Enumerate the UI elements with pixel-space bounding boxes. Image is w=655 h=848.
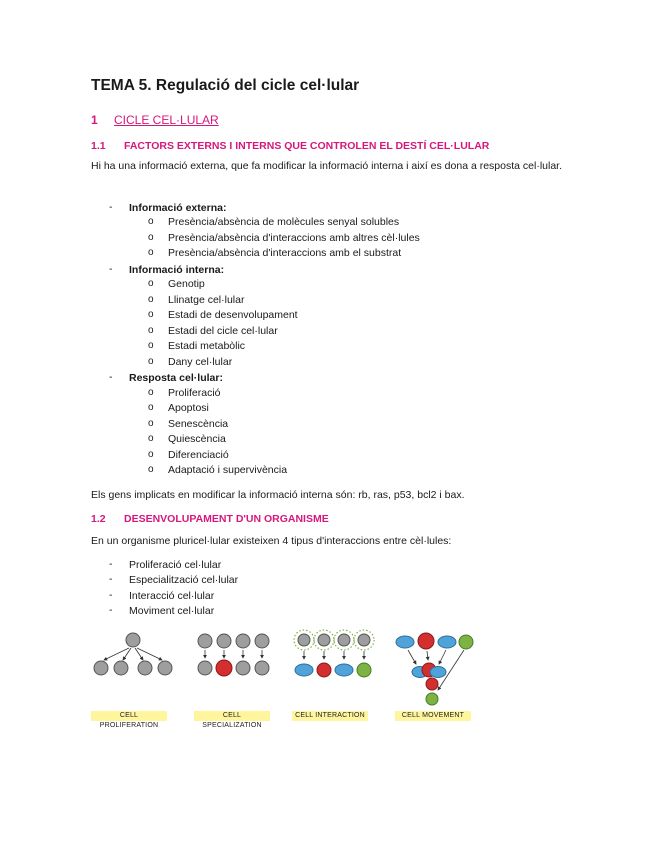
list-item: Presència/absència d'interaccions amb altres cèl·lules xyxy=(168,232,420,244)
arrow xyxy=(123,648,131,660)
circle-bullet: o xyxy=(148,232,154,243)
list-item: Apoptosi xyxy=(168,402,209,414)
circle-bullet: o xyxy=(148,325,154,336)
list-item: Especialització cel·lular xyxy=(129,574,239,586)
arrow xyxy=(104,648,129,660)
cell-grey xyxy=(138,661,152,675)
list-item: Diferenciació xyxy=(168,449,229,461)
subsection-title: DESENVOLUPAMENT D'UN ORGANISME xyxy=(124,513,329,525)
list-item: Adaptació i supervivència xyxy=(168,464,288,476)
list-item: Estadi del cicle cel·lular xyxy=(168,325,278,337)
circle-bullet: o xyxy=(148,387,154,398)
cell-grey xyxy=(236,634,250,648)
dash-bullet: - xyxy=(109,201,113,213)
subsection-number: 1.2 xyxy=(91,513,106,525)
figure-label-interaction: CELL INTERACTION xyxy=(292,711,368,721)
section-title: CICLE CEL·LULAR xyxy=(114,113,219,127)
circle-bullet: o xyxy=(148,449,154,460)
interactions-intro: En un organisme pluricel·lular existeixen 4 tipus d'interaccions entre cèl·lules: xyxy=(91,535,452,547)
list-item: Estadi metabòlic xyxy=(168,340,246,352)
arrow xyxy=(135,648,143,660)
dash-bullet: - xyxy=(109,558,113,570)
cell-grey xyxy=(158,661,172,675)
specialization-panel xyxy=(198,634,269,676)
circle-bullet: o xyxy=(148,464,154,475)
list-item: Proliferació cel·lular xyxy=(129,559,222,571)
circle-bullet: o xyxy=(148,216,154,227)
figure-label-proliferation: CELL PROLIFERATION xyxy=(91,711,167,721)
arrow xyxy=(427,651,428,660)
figure-label-movement: CELL MOVEMENT xyxy=(395,711,471,721)
list-item: Senescència xyxy=(168,418,229,430)
cell-grey xyxy=(94,661,108,675)
circle-bullet: o xyxy=(148,433,154,444)
cell-green xyxy=(459,635,473,649)
cell-grey xyxy=(198,634,212,648)
intro-paragraph: Hi ha una informació externa, que fa modificar la informació interna i així es dona a resposta cel·lular. xyxy=(91,160,562,172)
list-item: Dany cel·lular xyxy=(168,356,233,368)
cell-grey xyxy=(126,633,140,647)
cell-grey xyxy=(114,661,128,675)
list-item: Presència/absència d'interaccions amb el substrat xyxy=(168,247,402,259)
dash-bullet: - xyxy=(109,589,113,601)
list-item: Llinatge cel·lular xyxy=(168,294,245,306)
proliferation-panel xyxy=(94,633,172,675)
cell-green xyxy=(426,693,438,705)
cell-grey xyxy=(198,661,212,675)
circle-bullet: o xyxy=(148,309,154,320)
cell-red xyxy=(216,660,232,676)
cell-grey xyxy=(236,661,250,675)
cell-grey xyxy=(217,634,231,648)
circle-bullet: o xyxy=(148,418,154,429)
group-label-response: Resposta cel·lular: xyxy=(129,372,223,384)
interaction-panel xyxy=(294,630,374,677)
cell-grey xyxy=(358,634,370,646)
cell-grey xyxy=(318,634,330,646)
list-item: Interacció cel·lular xyxy=(129,590,215,602)
arrow xyxy=(408,650,416,664)
list-item: Proliferació xyxy=(168,387,221,399)
section-number: 1 xyxy=(91,113,98,127)
list-item: Estadi de desenvolupament xyxy=(168,309,298,321)
circle-bullet: o xyxy=(148,247,154,258)
group-label-external: Informació externa: xyxy=(129,202,227,214)
movement-panel xyxy=(396,633,473,705)
dash-bullet: - xyxy=(109,604,113,616)
cell-green xyxy=(357,663,371,677)
arrow xyxy=(137,648,162,660)
dash-bullet: - xyxy=(109,371,113,383)
list-item: Moviment cel·lular xyxy=(129,605,215,617)
group-label-internal: Informació interna: xyxy=(129,264,225,276)
list-item: Quiescència xyxy=(168,433,226,445)
cell-red xyxy=(317,663,331,677)
cell-red xyxy=(426,678,438,690)
cell-blue xyxy=(438,636,456,648)
list-item: Presència/absència de molècules senyal solubles xyxy=(168,216,400,228)
dash-bullet: - xyxy=(109,263,113,275)
cell-blue xyxy=(335,664,353,676)
figure-label-specialization: CELL SPECIALIZATION xyxy=(194,711,270,721)
circle-bullet: o xyxy=(148,340,154,351)
subsection-title: FACTORS EXTERNS I INTERNS QUE CONTROLEN EL DESTÍ CEL·LULAR xyxy=(124,140,490,152)
circle-bullet: o xyxy=(148,402,154,413)
dash-bullet: - xyxy=(109,573,113,585)
circle-bullet: o xyxy=(148,294,154,305)
circle-bullet: o xyxy=(148,278,154,289)
cell-blue xyxy=(396,636,414,648)
cell-grey xyxy=(338,634,350,646)
cell-grey xyxy=(255,634,269,648)
arrow xyxy=(439,650,446,664)
cell-red xyxy=(418,633,434,649)
genes-paragraph: Els gens implicats en modificar la informació interna són: rb, ras, p53, bcl2 i bax. xyxy=(91,489,465,501)
page-title: TEMA 5. Regulació del cicle cel·lular xyxy=(91,77,360,94)
subsection-number: 1.1 xyxy=(91,140,106,152)
cell-grey xyxy=(298,634,310,646)
cell-blue xyxy=(430,667,446,678)
circle-bullet: o xyxy=(148,356,154,367)
list-item: Genotip xyxy=(168,278,205,290)
cell-blue xyxy=(295,664,313,676)
cell-grey xyxy=(255,661,269,675)
